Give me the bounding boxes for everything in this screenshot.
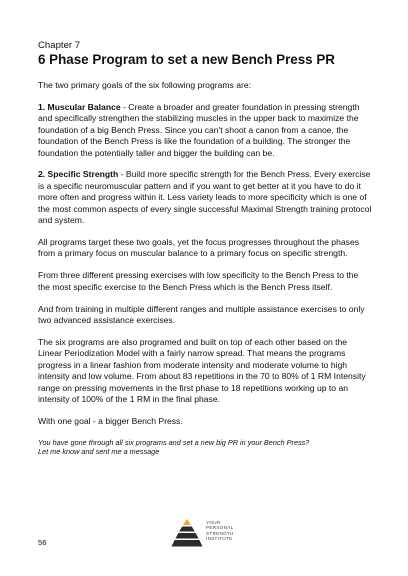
body-paragraph: And from training in multiple different ranges and multiple assistance exercises to only two advanced assistance exercises. xyxy=(38,303,365,325)
closing-paragraph: With one goal - a bigger Bench Press. xyxy=(38,415,183,426)
goal-muscular-balance xyxy=(38,102,372,159)
goal-specific-strength xyxy=(38,169,372,226)
goal-text: - Create a broader and greater foundation in pressing strength and specifically strengthen the stabilizing muscles in the upper back to maximize the foundation of a big Bench Press. Since you can't shoot a canon from a canoe, the foundation of the Bench Press is like the foundation of a building. The stronger the foundation the potentially taller and bigger the building can be. xyxy=(38,101,360,158)
chapter-label: Chapter 7 xyxy=(38,40,81,51)
pyramid-logo-icon xyxy=(171,518,203,548)
pyramid-tier xyxy=(172,540,203,547)
logo-wordmark xyxy=(206,520,234,542)
goal-heading: 1. Muscular Balance xyxy=(38,101,121,112)
pyramid-tier xyxy=(179,527,195,532)
page-number: 56 xyxy=(38,538,47,547)
body-paragraph: From three different pressing exercises with low specificity to the Bench Press to the the most specific exercise to the Bench Press which is the Bench Press itself. xyxy=(38,270,359,292)
body-paragraph: The six programs are also programed and built on top of each other based on the Linear Periodization Model with a fairly narrow spread. That means the programs progress in a linear fashion from moderate intensity and moderate volume to high intensity and low volume. From about 83 repetitions in the 70 to 80% of 1 RM Intensity range on pressing movements in the first phase to 18 repetitions working up to an intensity of 100% of the 1 RM in the final phase. xyxy=(38,336,366,404)
note-line: Let me know and sent me a message xyxy=(38,447,160,457)
institute-logo xyxy=(171,518,281,548)
page-content xyxy=(38,40,372,456)
logo-line: INSTITUTE xyxy=(206,536,233,542)
pyramid-tier xyxy=(175,533,198,539)
body-paragraph: All programs target these two goals, yet the focus progresses throughout the phases from a primary focus on muscular balance to a primary focus on specific strength. xyxy=(38,236,360,259)
logo-line: STRENGTH xyxy=(206,530,234,536)
page-title: 6 Phase Program to set a new Bench Press PR xyxy=(38,52,335,67)
logo-line: PERSONAL xyxy=(206,525,234,531)
goal-heading: 2. Specific Strength xyxy=(38,169,119,180)
note-line: You have gone through all six programs and set a new big PR in your Bench Press? xyxy=(38,437,310,447)
page-footer xyxy=(38,518,372,548)
pyramid-tier-top xyxy=(183,519,191,525)
contact-note xyxy=(38,438,372,457)
intro-paragraph: The two primary goals of the six following programs are: xyxy=(38,80,252,90)
logo-line: YOUR xyxy=(206,520,221,525)
goal-text: - Build more specific strength for the Bench Press. Every exercise is a specific neuromuscular pattern and if you want to get better at it you have to do it more often and progress within it. Less variety leads to more specificity which is one of the most common aspects of every single successful Maximal Strength training protocol and system. xyxy=(38,169,372,226)
